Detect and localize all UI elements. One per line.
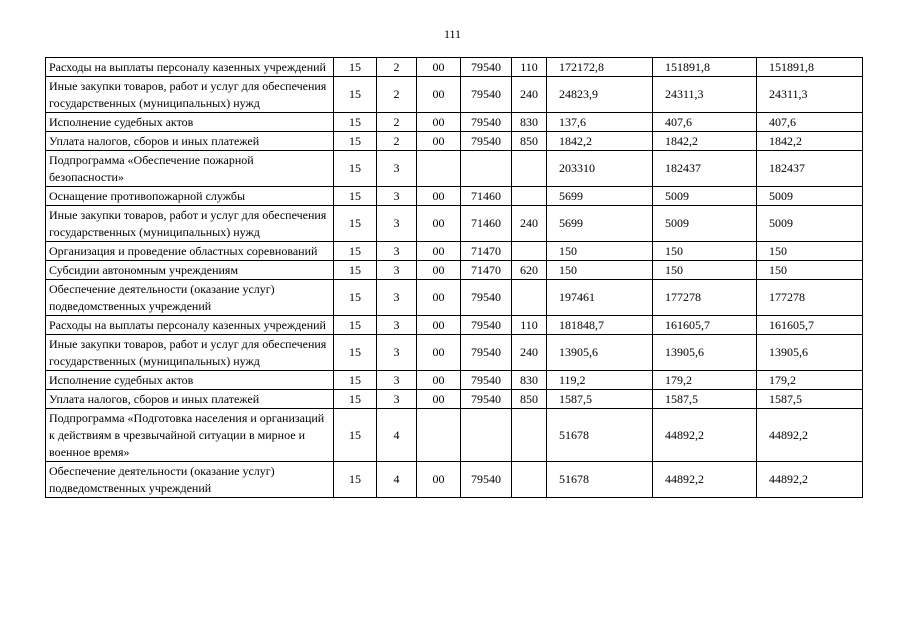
expense-name: Обеспечение деятельности (оказание услуг) подведомственных учреждений	[46, 280, 334, 316]
amount-year-3: 5009	[757, 187, 863, 206]
code-expense-type: 110	[512, 316, 547, 335]
code-ministry: 15	[334, 187, 377, 206]
code-subsection: 00	[417, 316, 461, 335]
code-expense-type	[512, 462, 547, 498]
table-row	[46, 58, 863, 77]
code-target: 71470	[461, 261, 512, 280]
expense-name: Исполнение судебных актов	[46, 371, 334, 390]
code-target: 79540	[461, 280, 512, 316]
code-section: 3	[377, 316, 417, 335]
table-row	[46, 409, 863, 462]
amount-year-1: 13905,6	[547, 335, 653, 371]
amount-year-3: 151891,8	[757, 58, 863, 77]
code-section: 3	[377, 335, 417, 371]
code-section: 3	[377, 187, 417, 206]
amount-year-2: 13905,6	[653, 335, 757, 371]
amount-year-3: 24311,3	[757, 77, 863, 113]
code-ministry: 15	[334, 371, 377, 390]
table-row	[46, 113, 863, 132]
amount-year-3: 44892,2	[757, 462, 863, 498]
code-expense-type: 620	[512, 261, 547, 280]
amount-year-3: 5009	[757, 206, 863, 242]
code-subsection: 00	[417, 280, 461, 316]
code-section: 3	[377, 390, 417, 409]
amount-year-3: 44892,2	[757, 409, 863, 462]
amount-year-1: 150	[547, 261, 653, 280]
amount-year-2: 151891,8	[653, 58, 757, 77]
amount-year-1: 1587,5	[547, 390, 653, 409]
expense-name: Иные закупки товаров, работ и услуг для обеспечения государственных (муниципальных) нужд	[46, 206, 334, 242]
code-section: 4	[377, 409, 417, 462]
code-ministry: 15	[334, 113, 377, 132]
amount-year-1: 5699	[547, 187, 653, 206]
code-expense-type: 830	[512, 113, 547, 132]
code-section: 4	[377, 462, 417, 498]
code-target: 79540	[461, 58, 512, 77]
amount-year-2: 182437	[653, 151, 757, 187]
expense-name: Иные закупки товаров, работ и услуг для обеспечения государственных (муниципальных) нужд	[46, 335, 334, 371]
code-section: 3	[377, 371, 417, 390]
amount-year-1: 24823,9	[547, 77, 653, 113]
code-subsection: 00	[417, 58, 461, 77]
expense-name: Подпрограмма «Подготовка населения и организаций к действиям в чрезвычайной ситуации в мирное и военное время»	[46, 409, 334, 462]
table-row	[46, 206, 863, 242]
amount-year-3: 179,2	[757, 371, 863, 390]
amount-year-1: 181848,7	[547, 316, 653, 335]
table-row	[46, 151, 863, 187]
code-expense-type: 850	[512, 390, 547, 409]
amount-year-2: 150	[653, 261, 757, 280]
code-subsection: 00	[417, 335, 461, 371]
table-row	[46, 462, 863, 498]
page-number: 111	[443, 27, 462, 41]
code-ministry: 15	[334, 316, 377, 335]
code-expense-type: 240	[512, 77, 547, 113]
code-ministry: 15	[334, 77, 377, 113]
code-ministry: 15	[334, 390, 377, 409]
table-row	[46, 335, 863, 371]
code-ministry: 15	[334, 409, 377, 462]
table-row	[46, 132, 863, 151]
code-ministry: 15	[334, 462, 377, 498]
amount-year-2: 150	[653, 242, 757, 261]
amount-year-1: 172172,8	[547, 58, 653, 77]
code-target	[461, 151, 512, 187]
code-expense-type	[512, 280, 547, 316]
expense-name: Подпрограмма «Обеспечение пожарной безопасности»	[46, 151, 334, 187]
amount-year-2: 407,6	[653, 113, 757, 132]
code-target: 79540	[461, 132, 512, 151]
code-section: 3	[377, 280, 417, 316]
amount-year-1: 5699	[547, 206, 653, 242]
expense-name: Расходы на выплаты персоналу казенных учреждений	[46, 316, 334, 335]
amount-year-3: 182437	[757, 151, 863, 187]
code-subsection: 00	[417, 462, 461, 498]
code-target: 79540	[461, 113, 512, 132]
code-subsection	[417, 151, 461, 187]
expense-name: Уплата налогов, сборов и иных платежей	[46, 132, 334, 151]
amount-year-2: 44892,2	[653, 409, 757, 462]
code-expense-type	[512, 242, 547, 261]
code-subsection	[417, 409, 461, 462]
code-subsection: 00	[417, 113, 461, 132]
code-ministry: 15	[334, 242, 377, 261]
expense-name: Организация и проведение областных соревнований	[46, 242, 334, 261]
code-section: 2	[377, 58, 417, 77]
amount-year-1: 203310	[547, 151, 653, 187]
code-subsection: 00	[417, 77, 461, 113]
amount-year-3: 161605,7	[757, 316, 863, 335]
code-subsection: 00	[417, 371, 461, 390]
amount-year-3: 1587,5	[757, 390, 863, 409]
amount-year-1: 1842,2	[547, 132, 653, 151]
table-row	[46, 280, 863, 316]
code-subsection: 00	[417, 242, 461, 261]
table-row	[46, 316, 863, 335]
expense-name: Исполнение судебных актов	[46, 113, 334, 132]
code-ministry: 15	[334, 132, 377, 151]
amount-year-2: 1587,5	[653, 390, 757, 409]
amount-year-2: 179,2	[653, 371, 757, 390]
amount-year-2: 24311,3	[653, 77, 757, 113]
expense-name: Обеспечение деятельности (оказание услуг) подведомственных учреждений	[46, 462, 334, 498]
code-subsection: 00	[417, 261, 461, 280]
code-target: 79540	[461, 371, 512, 390]
code-section: 3	[377, 261, 417, 280]
code-section: 3	[377, 242, 417, 261]
code-expense-type: 110	[512, 58, 547, 77]
code-subsection: 00	[417, 187, 461, 206]
code-subsection: 00	[417, 390, 461, 409]
code-subsection: 00	[417, 132, 461, 151]
amount-year-2: 161605,7	[653, 316, 757, 335]
code-expense-type: 850	[512, 132, 547, 151]
table-row	[46, 261, 863, 280]
expense-name: Расходы на выплаты персоналу казенных учреждений	[46, 58, 334, 77]
code-target: 71470	[461, 242, 512, 261]
amount-year-2: 5009	[653, 187, 757, 206]
code-subsection: 00	[417, 206, 461, 242]
code-ministry: 15	[334, 151, 377, 187]
code-target: 71460	[461, 187, 512, 206]
expense-name: Субсидии автономным учреждениям	[46, 261, 334, 280]
table-row	[46, 242, 863, 261]
code-section: 2	[377, 132, 417, 151]
amount-year-3: 1842,2	[757, 132, 863, 151]
code-ministry: 15	[334, 335, 377, 371]
amount-year-1: 119,2	[547, 371, 653, 390]
code-section: 3	[377, 151, 417, 187]
code-ministry: 15	[334, 280, 377, 316]
code-section: 2	[377, 77, 417, 113]
code-target	[461, 409, 512, 462]
amount-year-2: 44892,2	[653, 462, 757, 498]
amount-year-1: 137,6	[547, 113, 653, 132]
code-ministry: 15	[334, 261, 377, 280]
amount-year-1: 150	[547, 242, 653, 261]
code-expense-type	[512, 409, 547, 462]
amount-year-2: 1842,2	[653, 132, 757, 151]
amount-year-1: 197461	[547, 280, 653, 316]
amount-year-2: 5009	[653, 206, 757, 242]
table-row	[46, 390, 863, 409]
code-target: 79540	[461, 462, 512, 498]
amount-year-1: 51678	[547, 409, 653, 462]
code-target: 79540	[461, 316, 512, 335]
budget-table	[45, 57, 863, 498]
code-expense-type	[512, 187, 547, 206]
expense-name: Иные закупки товаров, работ и услуг для обеспечения государственных (муниципальных) нужд	[46, 77, 334, 113]
code-expense-type: 830	[512, 371, 547, 390]
code-expense-type	[512, 151, 547, 187]
code-target: 79540	[461, 390, 512, 409]
table-row	[46, 77, 863, 113]
amount-year-3: 150	[757, 261, 863, 280]
amount-year-3: 177278	[757, 280, 863, 316]
expense-name: Оснащение противопожарной службы	[46, 187, 334, 206]
table-row	[46, 187, 863, 206]
table-row	[46, 371, 863, 390]
amount-year-3: 13905,6	[757, 335, 863, 371]
code-expense-type: 240	[512, 206, 547, 242]
code-target: 79540	[461, 335, 512, 371]
code-target: 79540	[461, 77, 512, 113]
amount-year-3: 407,6	[757, 113, 863, 132]
amount-year-1: 51678	[547, 462, 653, 498]
amount-year-2: 177278	[653, 280, 757, 316]
code-target: 71460	[461, 206, 512, 242]
code-section: 3	[377, 206, 417, 242]
code-ministry: 15	[334, 58, 377, 77]
amount-year-3: 150	[757, 242, 863, 261]
code-ministry: 15	[334, 206, 377, 242]
code-section: 2	[377, 113, 417, 132]
code-expense-type: 240	[512, 335, 547, 371]
expense-name: Уплата налогов, сборов и иных платежей	[46, 390, 334, 409]
